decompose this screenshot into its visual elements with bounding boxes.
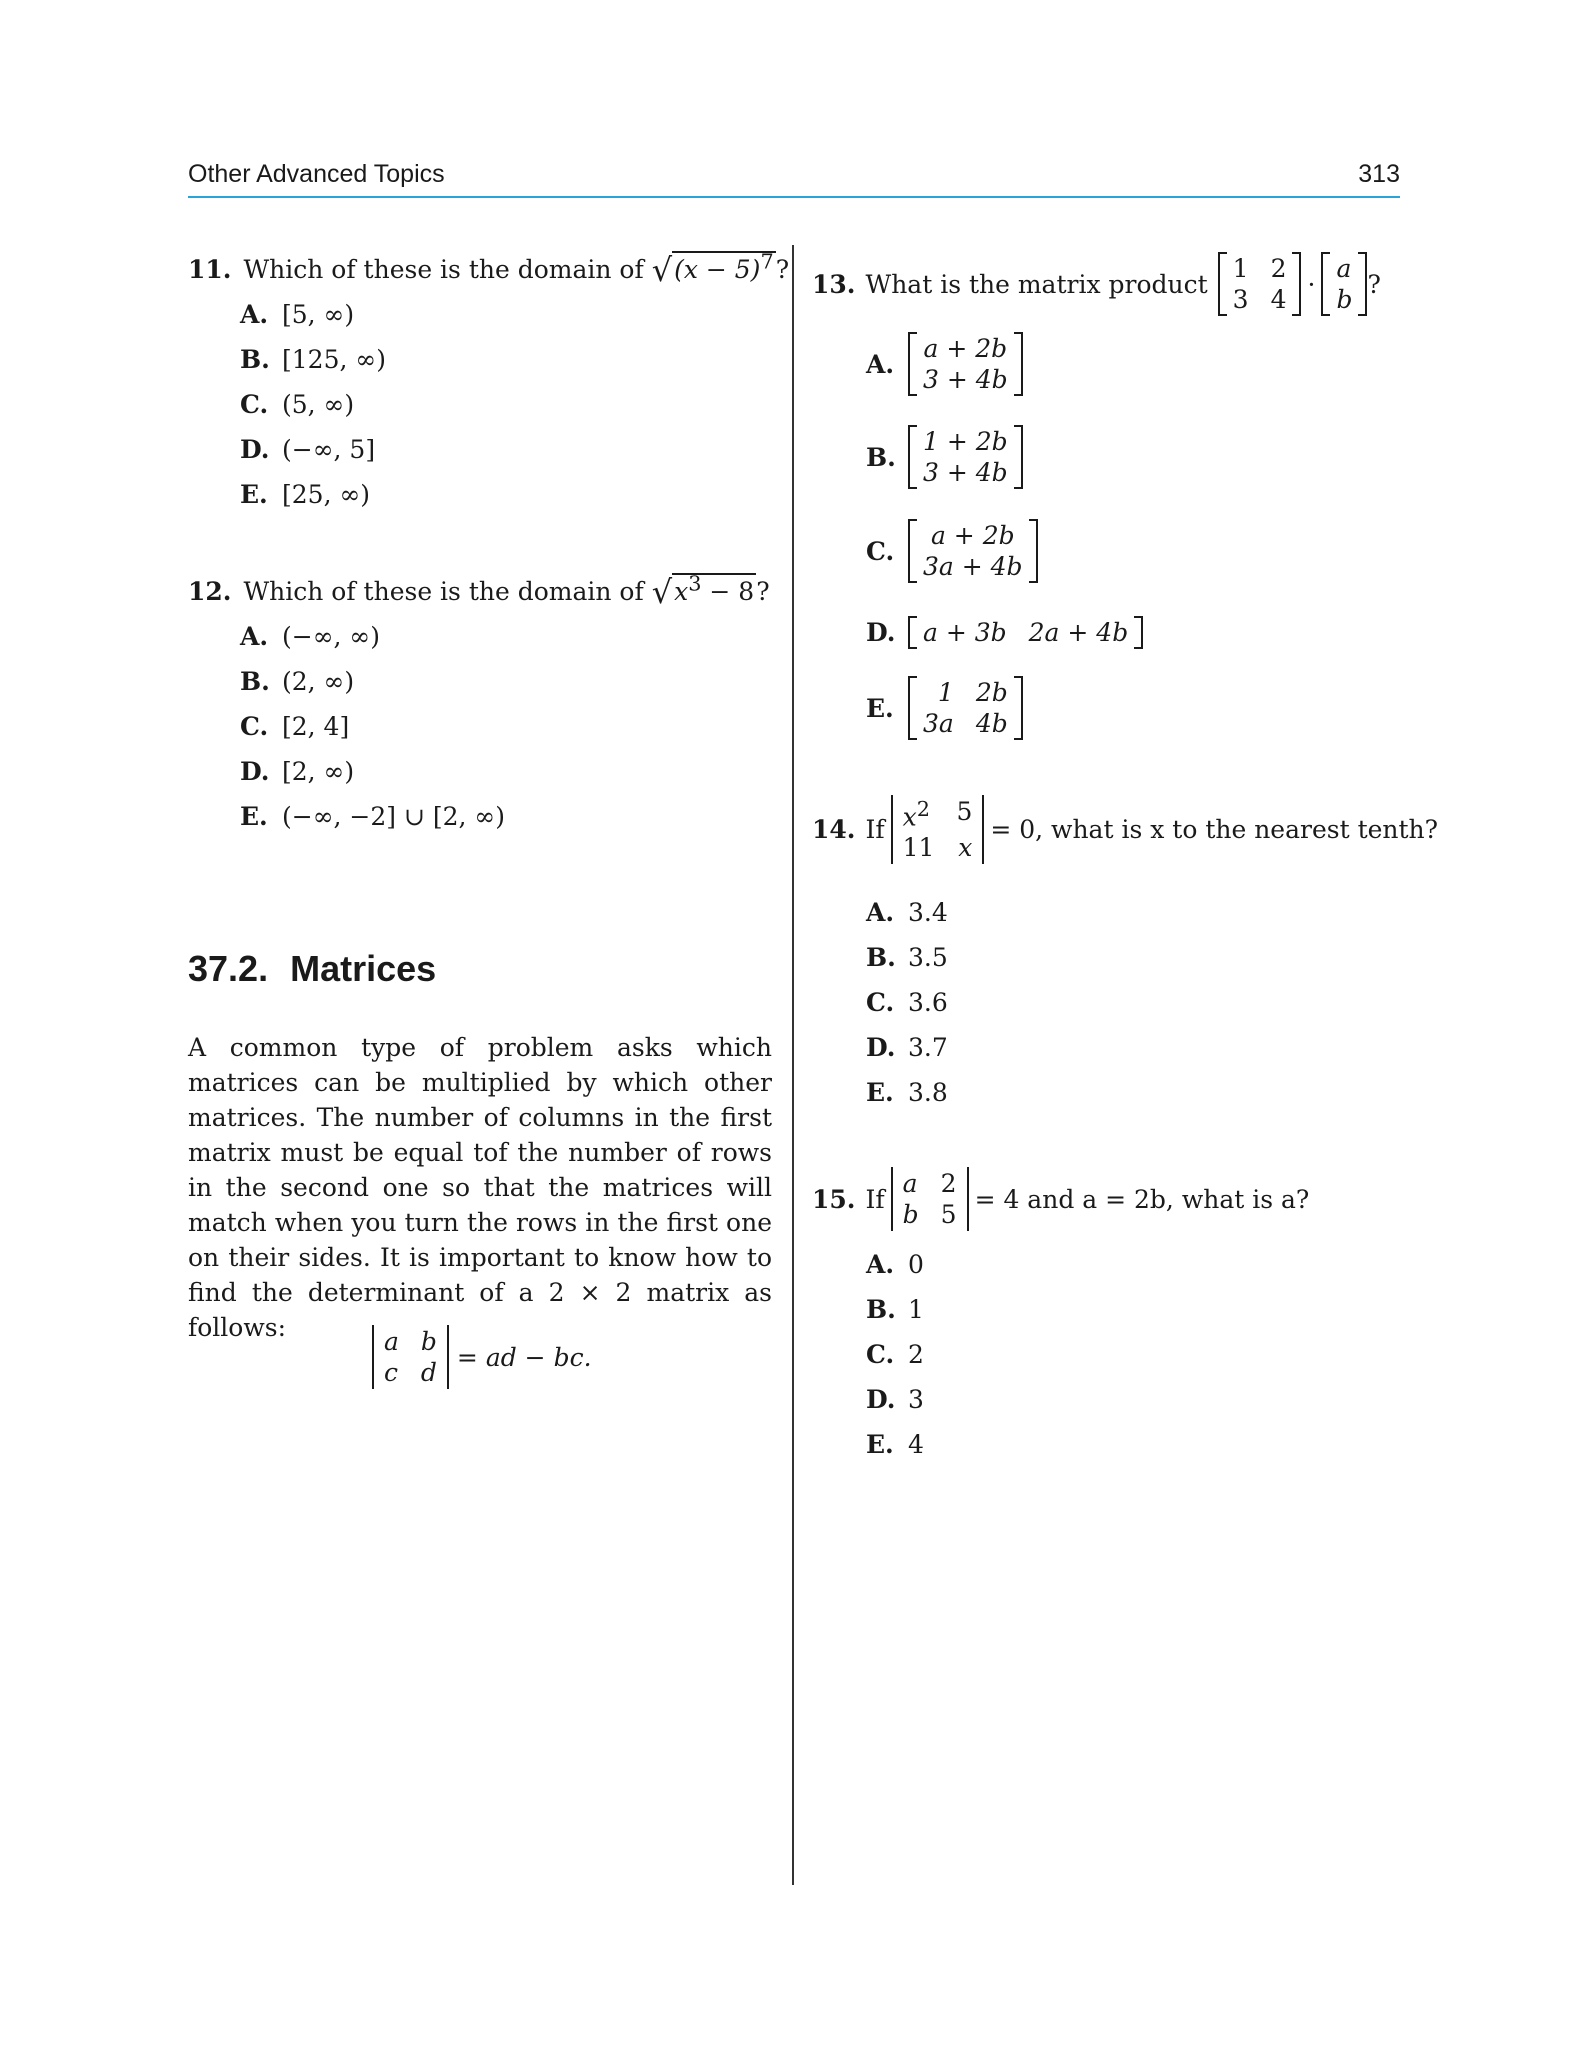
question-end: ? (775, 255, 790, 284)
question-12: 12. Which of these is the domain of $√x^3 - 8$? (188, 571, 770, 611)
option-e[interactable]: E. (−∞, −2] ∪ [2, ∞) (240, 802, 505, 831)
option-a[interactable]: A. (−∞, ∞) (240, 622, 380, 651)
option-c[interactable]: C. 2 (866, 1340, 924, 1369)
question-15: 15. If a 2 b 5 = 4 and a = 2b, what is a? (812, 1169, 1310, 1229)
square-root: $√x^3 - 8$ (651, 571, 755, 611)
question-number: 11. (188, 255, 232, 284)
determinant-formula: a b c d = ad − bc. (372, 1325, 592, 1389)
column-divider (792, 245, 794, 1885)
option-b[interactable]: B. 1 (866, 1295, 924, 1324)
determinant: a b c d (372, 1325, 449, 1389)
question-13: 13. What is the matrix product 1 2 3 4 · a b ? (812, 254, 1381, 314)
option-d[interactable]: D. (−∞, 5] (240, 435, 376, 464)
option-c[interactable]: C. (5, ∞) (240, 390, 355, 419)
option-d[interactable]: D. 3.7 (866, 1033, 948, 1062)
option-a[interactable]: A. 3.4 (866, 898, 948, 927)
matrix-2x2: 1 2 3 4 (1218, 252, 1302, 316)
page-number: 313 (1358, 160, 1400, 188)
option-e[interactable]: E. [25, ∞) (240, 480, 371, 509)
option-a[interactable]: A. [5, ∞) (240, 300, 355, 329)
question-11 (188, 248, 790, 289)
option-b[interactable]: B. [125, ∞) (240, 345, 386, 374)
option-d[interactable]: D. [2, ∞) (240, 757, 355, 786)
determinant: a 2 b 5 (891, 1167, 969, 1231)
option-a[interactable]: A. 0 (866, 1250, 924, 1279)
radicand: (x − 5) (674, 255, 761, 284)
option-d[interactable]: D. a + 3b 2a + 4b (866, 616, 1143, 649)
section-heading: 37.2. Matrices (188, 948, 437, 989)
question-prompt: Which of these is the domain of (243, 255, 644, 284)
option-b[interactable]: B. 3.5 (866, 943, 948, 972)
column-vector: a b (1321, 252, 1367, 316)
running-header (188, 158, 1400, 198)
option-c[interactable]: C. [2, 4] (240, 712, 350, 741)
chapter-title: Other Advanced Topics (188, 160, 445, 188)
option-c[interactable]: C. 3.6 (866, 988, 948, 1017)
square-root: $√(x - 5)^7$ (651, 249, 774, 289)
question-14: 14. If $x^2$ 5 11 x = 0, what is x to the nearest tenth? (812, 797, 1439, 863)
option-c[interactable]: C. a + 2b 3a + 4b (866, 519, 1038, 583)
determinant: $x^2$ 5 11 x (891, 795, 985, 864)
option-b[interactable]: B. 1 + 2b 3 + 4b (866, 425, 1023, 489)
exponent: 7 (760, 249, 774, 274)
question-prompt: Which of these is the domain of (243, 577, 644, 606)
option-a[interactable]: A. a + 2b 3 + 4b (866, 332, 1023, 396)
section-paragraph: A common type of problem asks which matrices can be multiplied by which other matrices. The number of columns in the first matrix must be equal tof the number of rows in the second one so that the matrices will match when you turn the rows in the first one on their sides. It is important to know how to find the determinant of a 2 × 2 matrix as follows: (188, 1033, 772, 1342)
question-number: 12. (188, 577, 232, 606)
option-e[interactable]: E. 1 2b 3a 4b (866, 676, 1023, 740)
option-b[interactable]: B. (2, ∞) (240, 667, 355, 696)
option-e[interactable]: E. 3.8 (866, 1078, 948, 1107)
option-e[interactable]: E. 4 (866, 1430, 924, 1459)
option-d[interactable]: D. 3 (866, 1385, 924, 1414)
